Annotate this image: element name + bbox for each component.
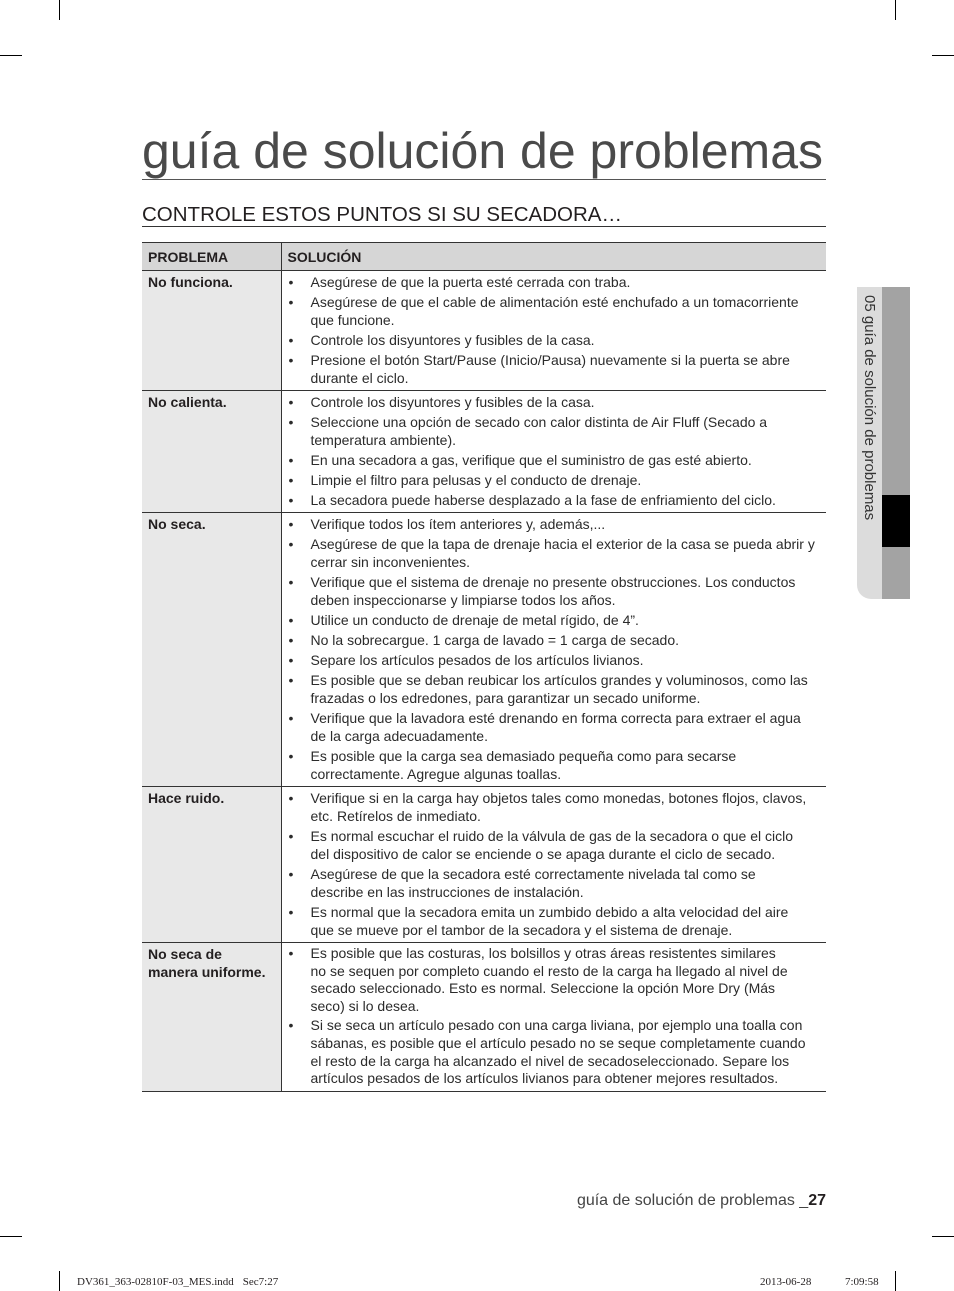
solution-list bbox=[282, 273, 823, 387]
print-slug-file bbox=[77, 1275, 278, 1289]
slug-date: 2013-06-28 bbox=[760, 1276, 812, 1288]
section-heading-rule bbox=[142, 226, 826, 227]
table-row bbox=[142, 391, 826, 513]
problem-cell: No seca. bbox=[142, 513, 281, 787]
table-row bbox=[142, 271, 826, 391]
solution-item: • Limpie el filtro para pelusas y el conducto de drenaje. bbox=[282, 471, 823, 489]
solution-item: • Es posible que se deban reubicar los artículos grandes y voluminosos, como las frazadas o los edredones, para garantizar un secado uniforme. bbox=[282, 671, 823, 707]
solution-item: • Presione el botón Start/Pause (Inicio/Pausa) nuevamente si la puerta se abre durante el ciclo. bbox=[282, 351, 823, 387]
side-tab-strip bbox=[882, 287, 910, 599]
crop-mark-top-right-horizontal bbox=[932, 55, 954, 56]
solution-cell bbox=[281, 943, 826, 1092]
solution-item: • Utilice un conducto de drenaje de metal rígido, de 4”. bbox=[282, 611, 823, 629]
solution-cell bbox=[281, 513, 826, 787]
problem-cell: No calienta. bbox=[142, 391, 281, 513]
solution-list bbox=[282, 393, 823, 509]
solution-cell bbox=[281, 787, 826, 943]
crop-mark-bottom-right-horizontal bbox=[932, 1236, 954, 1237]
column-header-problem: PROBLEMA bbox=[142, 243, 281, 271]
solution-item: • La secadora puede haberse desplazado a la fase de enfriamiento del ciclo. bbox=[282, 491, 823, 509]
page-footer bbox=[577, 1192, 826, 1210]
crop-mark-top-left-horizontal bbox=[0, 55, 22, 56]
slug-section: Sec7:27 bbox=[242, 1276, 279, 1288]
solution-cell bbox=[281, 271, 826, 391]
solution-item: • Verifique todos los ítem anteriores y, además,... bbox=[282, 515, 823, 533]
solution-list bbox=[282, 515, 823, 783]
chapter-side-tab bbox=[857, 287, 910, 599]
solution-item: • Seleccione una opción de secado con calor distinta de Air Fluff (Secado a temperatura ambiente). bbox=[282, 413, 823, 449]
table-header-row bbox=[142, 243, 826, 271]
problem-cell: No funciona. bbox=[142, 271, 281, 391]
table-row bbox=[142, 787, 826, 943]
crop-mark-bottom-right-vertical bbox=[895, 1271, 896, 1291]
side-tab-chapter-marker bbox=[882, 495, 910, 547]
crop-mark-bottom-left-vertical bbox=[59, 1271, 60, 1291]
solution-item: • Verifique si en la carga hay objetos tales como monedas, botones flojos, clavos, etc. Retírelos de inmediato. bbox=[282, 789, 823, 825]
section-heading: CONTROLE ESTOS PUNTOS SI SU SECADORA… bbox=[142, 203, 622, 226]
solution-item: • Verifique que la lavadora esté drenando en forma correcta para extraer el agua de la carga adecuadamente. bbox=[282, 709, 823, 745]
page-number: 27 bbox=[808, 1192, 826, 1209]
solution-item: • Asegúrese de que la secadora esté correctamente nivelada tal como se describe en las instrucciones de instalación. bbox=[282, 865, 823, 901]
solution-list bbox=[282, 789, 823, 939]
solution-item: • Separe los artículos pesados de los artículos livianos. bbox=[282, 651, 823, 669]
table-row bbox=[142, 943, 826, 1092]
troubleshooting-table bbox=[142, 242, 826, 1092]
problem-cell: No seca de manera uniforme. bbox=[142, 943, 281, 1092]
crop-mark-top-right-vertical bbox=[895, 0, 896, 20]
solution-list bbox=[282, 945, 823, 1088]
side-tab-label: 05 guía de solución de problemas bbox=[861, 295, 878, 521]
solution-item: • Asegúrese de que el cable de alimentación esté enchufado a un tomacorriente que funcione. bbox=[282, 293, 823, 329]
solution-item: • Controle los disyuntores y fusibles de la casa. bbox=[282, 331, 823, 349]
solution-item: • Asegúrese de que la tapa de drenaje hacia el exterior de la casa se pueda abrir y cerrar sin inconvenientes. bbox=[282, 535, 823, 571]
solution-cell bbox=[281, 391, 826, 513]
title-rule bbox=[142, 179, 826, 180]
crop-mark-bottom-left-horizontal bbox=[0, 1236, 22, 1237]
solution-item: • Es posible que la carga sea demasiado pequeña como para secarse correctamente. Agregue algunas toallas. bbox=[282, 747, 823, 783]
problem-cell: Hace ruido. bbox=[142, 787, 281, 943]
solution-item: • Asegúrese de que la puerta esté cerrada con traba. bbox=[282, 273, 823, 291]
page-title: guía de solución de problemas bbox=[142, 123, 824, 179]
solution-item: • No la sobrecargue. 1 carga de lavado = 1 carga de secado. bbox=[282, 631, 823, 649]
table-row bbox=[142, 513, 826, 787]
footer-section-title: guía de solución de problemas _ bbox=[576, 1192, 809, 1209]
solution-item: • Controle los disyuntores y fusibles de la casa. bbox=[282, 393, 823, 411]
solution-item: • Verifique que el sistema de drenaje no presente obstrucciones. Los conductos deben inspeccionarse y limpiarse todos los años. bbox=[282, 573, 823, 609]
solution-item: • Si se seca un artículo pesado con una carga liviana, por ejemplo una toalla con sábanas, es posible que el artículo pesado no se seque completamente cuando el resto de la carga ha alcanzado el nivel de secadoseleccionado. Separe los artículos pesados de los artículos livianos para obtener mejores resultados. bbox=[282, 1017, 823, 1087]
solution-item: • Es normal escuchar el ruido de la válvula de gas de la secadora o que el ciclo del dispositivo de calor se enciende o se apaga durante el ciclo de secado. bbox=[282, 827, 823, 863]
slug-time: 7:09:58 bbox=[845, 1276, 879, 1288]
solution-item: • En una secadora a gas, verifique que el suministro de gas esté abierto. bbox=[282, 451, 823, 469]
slug-file-name: DV361_363-02810F-03_MES.indd bbox=[77, 1276, 234, 1288]
solution-item: • Es normal que la secadora emita un zumbido debido a alta velocidad del aire que se mueve por el tambor de la secadora y el sistema de drenaje. bbox=[282, 903, 823, 939]
crop-mark-top-left-vertical bbox=[59, 0, 60, 20]
solution-item: • Es posible que las costuras, los bolsillos y otras áreas resistentes similares no se sequen por completo cuando el resto de la carga ha llegado al nivel de secado seleccionado. Esto es normal. Seleccione la opción More Dry (Más seco) si lo desea. bbox=[282, 945, 823, 1015]
column-header-solution: SOLUCIÓN bbox=[281, 243, 826, 271]
